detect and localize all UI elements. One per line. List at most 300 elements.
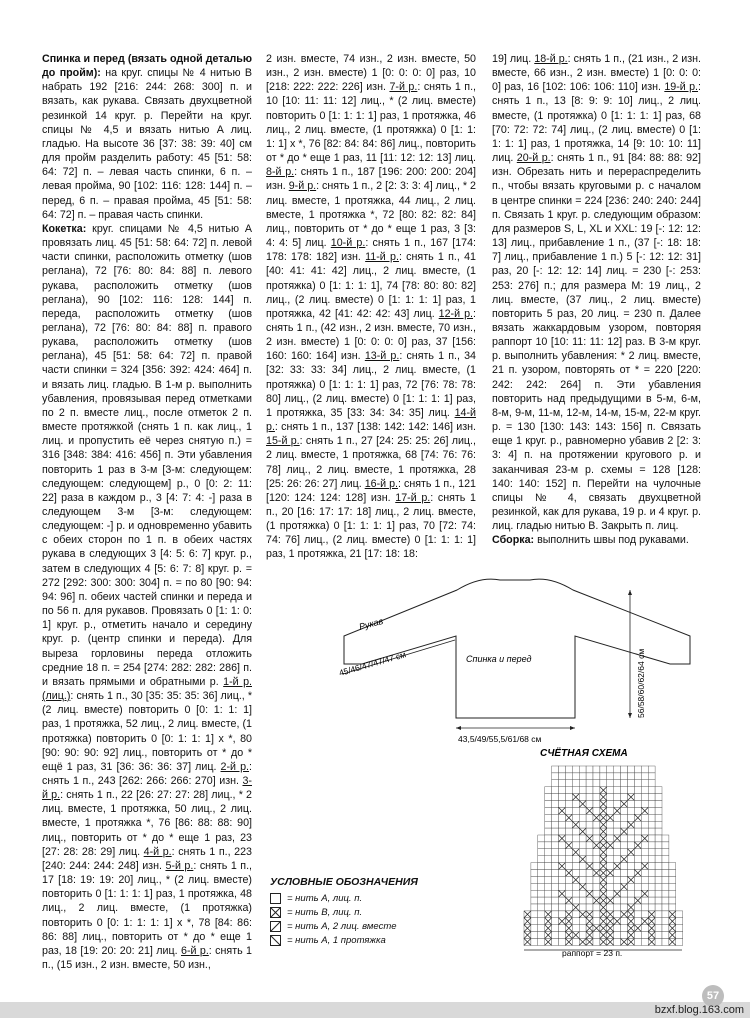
- chart-cell: [559, 787, 566, 794]
- chart-cell: [572, 807, 579, 814]
- chart-cell: [628, 780, 635, 787]
- chart-cell: [648, 842, 655, 849]
- chart-cell: [607, 863, 614, 870]
- chart-cell: [628, 807, 635, 814]
- chart-cell: [545, 842, 552, 849]
- chart-cell: [634, 807, 641, 814]
- chart-cell: [545, 801, 552, 808]
- chart-cell: [628, 787, 635, 794]
- chart-cell: [648, 780, 655, 787]
- chart-cell: [565, 780, 572, 787]
- chart-cell: [614, 883, 621, 890]
- chart-cell: [655, 849, 662, 856]
- chart-cell: [552, 773, 559, 780]
- chart-cell: [614, 925, 621, 932]
- paragraph-yoke: Кокетка: круг. спицами № 4,5 нитью A провязать лиц. 45 [51: 58: 64: 72] п. левой части спинки, расположить отметку (шов реглана), 72 [76: 80: 84: 88] п. левого рукава, расположить отметку (шов реглана), 90 [102: 116: 128: 144] п. переда, расположить отметку (шов реглана), 72 [76: 80: 84: 88] п. правого рукава, расположить отметку (шов реглана), 45 [51: 58: 64: 72] п. правой части спинки = 324 [356: 392: 424: 464] п. и вязать лиц. гладью. В 1-м р. выполнить убавления, провязывая перед отметками по 2 п. вместе лиц., после отметок 2 п. вместе протяжкой (снять 1 п. как лиц., 1 лиц. и пропустить её через снятую п.) = 316 [348: 384: 416: 456] п. Эти убавления повторить 1 раз в 3-м [3-м: следующем: следующем: следующем] р., 0 [0: 2: 11: 22] раза в каждом р., 3 [4: 7: 4: -] раза в следующем 3-м [3-м: следующем: следующем: -] р. и одновременно убавить с обеих сторон по 1 п. в обеих частях рукава в следующих 3 [4: 5: 6: 7] круг. р., затем в следующих 4 [5: 6: 7: 8] круг. р. = 272 [292: 300: 300: 304] п. = по 80 [90: 94: 94: 96] п. обеих частей спинки и переда и по 56 п. для рукавов. Провязать 0 [1: 1: 0: 1] круг. р., отметить начало и середину круг. р. (центр спинки и переда). Для выреза горловины переда отложить средние 18 п. = 254 [274: 282: 282: 286] п. и вязать прямыми и обратными р. 1-й р. (лиц.): снять 1 п., 30 [35: 35: 35: 36] лиц., * (2 лиц. вместе) повторить 0 [0: 1: 1: 1] раз, 1 протяжка, 52 лиц., 2 лиц. вместе, (1 протяжка) повторить 0 [0: 1: 1: 1] х *, 80 [90: 90: 90: 92] лиц., повторить от * до * ещё 1 раз, 31 [36: 36: 36: 37] лиц. 2-й р.: снять 1 п., 243 [262: 266: 266: 270] изн. 3-й р.: снять 1 п., 22 [26: 27: 27: 28] лиц., * 2 лиц. вместе, 1 протяжка, 50 лиц., 2 лиц. вместе, 1 протяжка *, 76 [86: 88: 88: 90] лиц., повторить от * до * еще 1 раз, 23 [27: 28: 28: 29] лиц. 4-й р.: снять 1 п., 223 [240: 244: 244: 248] изн. 5-й р.: снять 1 п., 17 [18: 19: 19: 20] лиц., * (2 лиц. вместе) повторить 0 [1: 1: 1: 1] раз, 1 протяжка, 48 лиц., 2 лиц. вместе, (1 протяжка) повторить 0 [0: 1: 1: 1: 1] х *, 78 [84: 86: 86: 88] лиц., повторить от * до * еще 1 раз, 18 [19: 20: 20: 21] лиц. 6-й р.: снять 1 п., (15 изн., 2 изн. вместе, 50 изн.,: [42, 222, 253, 971]
- chart-cell: [641, 814, 648, 821]
- chart-cell: [607, 849, 614, 856]
- chart-cell: [531, 925, 538, 932]
- body-label: Спинка и перед: [466, 654, 532, 664]
- footer-bar: [0, 1002, 750, 1018]
- chart-cell: [593, 828, 600, 835]
- chart-cell: [641, 856, 648, 863]
- chart-cell: [621, 876, 628, 883]
- chart-cell: [634, 856, 641, 863]
- chart-cell: [621, 787, 628, 794]
- chart-cell: [579, 821, 586, 828]
- chart-cell: [669, 890, 676, 897]
- chart-cell: [593, 939, 600, 946]
- chart-cell: [607, 890, 614, 897]
- chart-cell: [572, 828, 579, 835]
- chart-cell: [545, 794, 552, 801]
- sleeve-length-label: 45/46/47/47/47 см: [337, 649, 408, 678]
- chart-cell: [607, 773, 614, 780]
- chart-cell: [545, 849, 552, 856]
- chart-cell: [648, 849, 655, 856]
- chart-cell: [579, 807, 586, 814]
- chart-cell: [565, 835, 572, 842]
- chart-cell: [634, 766, 641, 773]
- chart-cell: [641, 911, 648, 918]
- chart-cell: [538, 870, 545, 877]
- chart-cell: [607, 821, 614, 828]
- chart-cell: [559, 794, 566, 801]
- chart-cell: [634, 918, 641, 925]
- chart-cell: [655, 890, 662, 897]
- chart-cell: [565, 890, 572, 897]
- paragraph-assembly: Сборка: выполнить швы под рукавами.: [492, 534, 689, 547]
- chart-cell: [559, 932, 566, 939]
- chart-cell: [552, 807, 559, 814]
- chart-cell: [634, 801, 641, 808]
- chart-cell: [559, 897, 566, 904]
- chart-cell: [572, 918, 579, 925]
- chart-cell: [565, 807, 572, 814]
- chart-cell: [593, 876, 600, 883]
- chart-cell: [538, 911, 545, 918]
- chart-cell: [641, 870, 648, 877]
- chart-cell: [579, 932, 586, 939]
- site-watermark: bzxf.blog.163.com: [654, 1004, 744, 1016]
- chart-cell: [531, 932, 538, 939]
- legend-item: = нить A, лиц. п.: [270, 891, 480, 905]
- chart-cell: [565, 787, 572, 794]
- chart-cell: [538, 904, 545, 911]
- chart-cell: [593, 918, 600, 925]
- chart-cell: [531, 911, 538, 918]
- garment-outline: [340, 578, 700, 638]
- chart-cell: [579, 863, 586, 870]
- chart-cell: [572, 835, 579, 842]
- chart-cell: [628, 890, 635, 897]
- chart-cell: [676, 918, 683, 925]
- chart-cell: [545, 807, 552, 814]
- chart-cell: [586, 801, 593, 808]
- chart-cell: [531, 883, 538, 890]
- garment-schematic: [330, 578, 700, 748]
- paragraph-yoke-cont: 2 изн. вместе, 74 изн., 2 изн. вместе, 50 изн., 2 изн. вместе) 1 [0: 0: 0: 0] раз, 10 [218: 222: 222: 226] изн. 7-й р.: снять 1 п., 10 [10: 11: 11: 12] лиц., * (2 лиц. вместе) повторить 0 [1: 1: 1: 1] раз, 1 протяжка, 46 лиц., 2 лиц. вместе, (1 протяжка) 0 [1: 1: 1: 1] х *, 76 [82: 84: 84: 86] лиц., повторить от * до * еще 1 раз, 11 [11: 12: 12: 13] лиц. 8-й р.: снять 1 п., 187 [196: 200: 200: 204] изн. 9-й р.: снять 1 п., 2 [2: 3: 3: 4] лиц., * 2 лиц. вместе, 1 протяжка, 44 лиц., 2 лиц. вместе, 1 протяжка *, 72 [80: 82: 82: 84] лиц., повторить от * до * еще 1 раз, 3 [3: 4: 4: 5] лиц. 10-й р.: снять 1 п., 167 [174: 178: 178: 182] изн. 11-й р.: снять 1 п., 41 [40: 41: 41: 42] лиц., 2 лиц. вместе, (1 протяжка) 0 [1: 1: 1: 1], 74 [78: 80: 80: 82] лиц., (2 лиц. вместе) 0 [1: 1: 1: 1] раз, 1 протяжка, 42 [41: 42: 42: 43] лиц. 12-й р.: снять 1 п., (42 изн., 2 изн. вместе, 70 изн., 2 изн. вместе) 1 [0: 0: 0: 0] раз, 37 [156: 160: 160: 164] изн. 13-й р.: снять 1 п., 34 [32: 33: 33: 34] лиц., 2 лиц. вместе, (1 протяжка) 0 [1: 1: 1: 1] раз, 72 [76: 78: 78: 80] лиц., (2 лиц. вместе) 0 [1: 1: 1: 1] раз, 1 протяжка, 35 [33: 34: 34: 35] лиц. 14-й р.: снять 1 п., 137 [138: 142: 142: 146] изн. 15-й р.: снять 1 п., 27 [24: 25: 25: 26] лиц., 2 лиц. вместе, 1 протяжка, 68 [74: 76: 76: 78] лиц., 2 лиц. вместе, 1 протяжка, 28 [25: 26: 26: 27] лиц. 16-й р.: снять 1 п., 121 [120: 124: 124: 128] изн. 17-й р.: снять 1 п., 20 [16: 17: 17: 18] лиц., 2 лиц. вместе, (1 протяжка) 0 [1: 1: 1: 1] раз, 70 [72: 74: 74: 76] лиц., (2 лиц. вместе) 0 [1: 1: 1: 1] раз, 1 протяжка, 21 [17: 18: 18:: [266, 53, 477, 561]
- chart-cell: [559, 849, 566, 856]
- chart-cell: [648, 814, 655, 821]
- chart-cell: [565, 856, 572, 863]
- chart-cell: [634, 780, 641, 787]
- chart-cell: [641, 773, 648, 780]
- chart-cell: [676, 925, 683, 932]
- chart-cell: [655, 932, 662, 939]
- chart-cell: [662, 863, 669, 870]
- chart-cell: [655, 787, 662, 794]
- chart-cell: [579, 849, 586, 856]
- chart-cell: [579, 925, 586, 932]
- chart-cell: [593, 821, 600, 828]
- chart-cell: [641, 904, 648, 911]
- chart-cell: [655, 821, 662, 828]
- chart-cell: [628, 842, 635, 849]
- chart-cell: [648, 835, 655, 842]
- chart-cell: [621, 918, 628, 925]
- chart-cell: [572, 883, 579, 890]
- chart-cell: [552, 794, 559, 801]
- chart-cell: [552, 876, 559, 883]
- chart-cell: [662, 911, 669, 918]
- chart-cell: [572, 842, 579, 849]
- chart-cell: [572, 766, 579, 773]
- chart-cell: [634, 773, 641, 780]
- chart-cell: [552, 835, 559, 842]
- chart-cell: [593, 904, 600, 911]
- chart-cell: [565, 821, 572, 828]
- chart-cell: [669, 870, 676, 877]
- chart-cell: [614, 821, 621, 828]
- chart-cell: [572, 801, 579, 808]
- chart-cell: [614, 876, 621, 883]
- chart-cell: [662, 842, 669, 849]
- chart-cell: [538, 897, 545, 904]
- section-heading-yoke: Кокетка:: [42, 222, 87, 235]
- chart-cell: [655, 807, 662, 814]
- chart-cell: [607, 835, 614, 842]
- chart-cell: [676, 939, 683, 946]
- chart-cell: [634, 932, 641, 939]
- chart-cell: [552, 925, 559, 932]
- chart-cell: [628, 814, 635, 821]
- chart-cell: [565, 876, 572, 883]
- chart-cell: [531, 897, 538, 904]
- chart-cell: [552, 897, 559, 904]
- chart-cell: [662, 883, 669, 890]
- chart-cell: [572, 814, 579, 821]
- chart-cell: [586, 794, 593, 801]
- chart-cell: [655, 842, 662, 849]
- chart-cell: [559, 773, 566, 780]
- chart-cell: [552, 890, 559, 897]
- chart-cell: [586, 828, 593, 835]
- chart-cell: [579, 904, 586, 911]
- chart-cell: [538, 863, 545, 870]
- slash-square-icon: [270, 921, 281, 932]
- chart-cell: [579, 787, 586, 794]
- chart-cell: [614, 828, 621, 835]
- chart-cell: [614, 939, 621, 946]
- chart-cell: [579, 780, 586, 787]
- chart-cell: [559, 766, 566, 773]
- chart-cell: [545, 870, 552, 877]
- chart-cell: [641, 780, 648, 787]
- chart-cell: [662, 925, 669, 932]
- chart-cell: [531, 918, 538, 925]
- chart-cell: [648, 821, 655, 828]
- chart-cell: [586, 883, 593, 890]
- chart-cell: [552, 787, 559, 794]
- chart-cell: [559, 876, 566, 883]
- empty-square-icon: [270, 893, 281, 904]
- chart-cell: [552, 863, 559, 870]
- chart-cell: [614, 773, 621, 780]
- chart-cell: [593, 780, 600, 787]
- chart-cell: [593, 787, 600, 794]
- chart-cell: [641, 925, 648, 932]
- page-number: 57: [702, 985, 724, 1007]
- chart-cell: [634, 821, 641, 828]
- paragraph-body: Спинка и перед (вязать одной деталью до пройм): на круг. спицы № 4 нитью B набрать 192 [216: 244: 268: 300] п. и вязать, как рукава. Связать двухцветной резинкой 14 круг. р. Перейти на круг. спицы № 4,5 и вязать нитью A лиц. гладью. На высоте 36 [37: 38: 39: 40] см для пройм разделить работу: 45 [51: 58: 64: 72] п. – левая часть спинки, 6 п. – левая пройма, 90 [102: 116: 128: 144] п. – перед, 6 п. – правая пройма, 45 [51: 58: 64: 72] п. – правая часть спинки.: [42, 53, 252, 221]
- text-column-3: [492, 52, 701, 547]
- chart-cell: [545, 821, 552, 828]
- chart-cell: [552, 870, 559, 877]
- chart-cell: [621, 904, 628, 911]
- height-label: 56/58/60/62/64 см: [636, 648, 646, 718]
- chart-cell: [655, 835, 662, 842]
- paragraph-yoke-end: 19] лиц. 18-й р.: снять 1 п., (21 изн., 2 изн. вместе, 66 изн., 2 изн. вместе) 1 [0: 0: 0: 0] раз, 16 [102: 106: 106: 110] изн. 19-й р.: снять 1 п., 13 [8: 9: 9: 10] лиц., 2 лиц. вместе, (1 протяжка) 0 [1: 1: 1: 1] раз, 68 [70: 72: 72: 74] лиц., (2 лиц. вместе) 0 [1: 1: 1: 1] раз, 1 протяжка, 14 [9: 10: 10: 11] лиц. 20-й р.: снять 1 п., 91 [84: 88: 88: 92] изн. Обрезать нить и перераспределить п., чтобы вязать круговыми р. с началом в центре спинки = 224 [236: 240: 240: 244] п. Связать 1 круг. р. следующим образом: для размеров S, L, XL и XXL: 19 [-: 12: 12: 13] лиц., прибавление 1 п., (37 [-: 18: 18: 7] лиц., прибавление 1 п.) 5 [-: 12: 12: 31] раз, 20 [-: 12: 12: 14] лиц. = 230 [-: 253: 253: 276] п.; для размера M: 19 лиц., 2 лиц. вместе, (37 лиц., 2 лиц. вместе) повторить 5 раз, 20 лиц. = 230 п. Далее вязать жаккардовым узором, повторяя раппорт 10 [10: 11: 11: 12] раз. В 3-м круг. р. выполнить убавления: * 2 лиц. вместе, 21 п. узором, повторять от * = 220 [220: 242: 242: 264] п. Эти убавления повторить над предыдущими в 5-м, 6-м, 8-м, 9-м, 11-м, 12-м, 14-м, 15-м, 22-м круг. р. = 130 [130: 143: 143: 156] п. Связать еще 1 круг. р., равномерно убавив 2 [2: 3: 3: 4] п. на протяжении кругового р. и заканчивая 23-м р. схемы = 128 [128: 140: 140: 152] п. Перейти на чулочные спицы № 4, связать двухцветной резинкой, как для рукава, 19 р. и 4 круг. р. лиц. гладью нитью B. Закрыть п. лиц.: [492, 53, 701, 533]
- chart-cell: [559, 842, 566, 849]
- chart-cell: [628, 863, 635, 870]
- chart-cell: [662, 932, 669, 939]
- chart-cell: [614, 842, 621, 849]
- chart-cell: [586, 821, 593, 828]
- chart-cell: [648, 828, 655, 835]
- chart-cell: [579, 814, 586, 821]
- chart-cell: [531, 863, 538, 870]
- chart-cell: [538, 925, 545, 932]
- chart-cell: [538, 890, 545, 897]
- legend-item: = нить B, лиц. п.: [270, 905, 480, 919]
- chart-cell: [655, 911, 662, 918]
- chart-cell: [634, 939, 641, 946]
- chart-cell: [538, 835, 545, 842]
- chart-cell: [545, 856, 552, 863]
- chart-cell: [621, 925, 628, 932]
- chart-cell: [559, 870, 566, 877]
- chart-cell: [662, 897, 669, 904]
- chart-cell: [621, 807, 628, 814]
- chart-cell: [662, 904, 669, 911]
- chart-cell: [607, 828, 614, 835]
- chart-cell: [579, 835, 586, 842]
- section-heading-body: Спинка и перед (вязать одной деталью до пройм):: [42, 53, 252, 80]
- chart-cell: [676, 932, 683, 939]
- chart-cell: [552, 766, 559, 773]
- legend: [270, 876, 480, 947]
- chart-cell: [662, 876, 669, 883]
- chart-cell: [572, 890, 579, 897]
- chart-cell: [586, 780, 593, 787]
- chart-cell: [565, 794, 572, 801]
- chart-cell: [538, 842, 545, 849]
- chart-cell: [538, 856, 545, 863]
- chart-cell: [648, 870, 655, 877]
- chart-cell: [634, 787, 641, 794]
- chart-cell: [607, 801, 614, 808]
- chart-cell: [669, 863, 676, 870]
- chart-cell: [655, 870, 662, 877]
- chart-cell: [641, 897, 648, 904]
- chart-cell: [621, 842, 628, 849]
- chart-cell: [559, 828, 566, 835]
- chart-cell: [572, 773, 579, 780]
- chart-cell: [634, 904, 641, 911]
- chart-cell: [648, 883, 655, 890]
- chart-cell: [593, 766, 600, 773]
- chart-cell: [579, 766, 586, 773]
- chart-cell: [579, 773, 586, 780]
- chart-cell: [641, 876, 648, 883]
- cross-square-icon: [270, 907, 281, 918]
- chart-cell: [621, 780, 628, 787]
- chart-cell: [572, 897, 579, 904]
- chart-cell: [614, 801, 621, 808]
- chart-cell: [648, 766, 655, 773]
- chart-cell: [565, 801, 572, 808]
- chart-cell: [621, 849, 628, 856]
- chart-cell: [607, 794, 614, 801]
- chart-cell: [552, 932, 559, 939]
- chart-cell: [655, 918, 662, 925]
- chart-cell: [593, 835, 600, 842]
- chart-cell: [552, 939, 559, 946]
- section-heading-assembly: Сборка:: [492, 534, 535, 547]
- chart-cell: [579, 890, 586, 897]
- legend-item: = нить A, 2 лиц. вместе: [270, 919, 480, 933]
- chart-cell: [559, 904, 566, 911]
- chart-cell: [586, 787, 593, 794]
- chart-cell: [579, 842, 586, 849]
- chart-cell: [531, 876, 538, 883]
- chart-cell: [600, 773, 607, 780]
- chart-cell: [579, 876, 586, 883]
- chart-cell: [628, 856, 635, 863]
- chart-cell: [565, 828, 572, 835]
- chart-cell: [586, 904, 593, 911]
- chart-cell: [648, 863, 655, 870]
- chart-cell: [531, 904, 538, 911]
- chart-cell: [565, 766, 572, 773]
- chart-cell: [593, 890, 600, 897]
- chart-cell: [545, 863, 552, 870]
- chart-cell: [621, 835, 628, 842]
- chart-cell: [648, 897, 655, 904]
- chart-cell: [565, 904, 572, 911]
- chart-cell: [621, 870, 628, 877]
- chart-cell: [607, 883, 614, 890]
- chart-cell: [655, 939, 662, 946]
- chart-cell: [565, 773, 572, 780]
- chart-cell: [634, 911, 641, 918]
- chart-cell: [559, 856, 566, 863]
- chart-cell: [614, 787, 621, 794]
- chart-cell: [607, 876, 614, 883]
- chart-cell: [641, 939, 648, 946]
- chart-cell: [634, 876, 641, 883]
- chart-title: СЧЁТНАЯ СХЕМА: [540, 748, 628, 759]
- chart-cell: [600, 766, 607, 773]
- chart-cell: [669, 897, 676, 904]
- chart-cell: [545, 890, 552, 897]
- chart-cell: [586, 773, 593, 780]
- chart-cell: [593, 863, 600, 870]
- chart-cell: [641, 794, 648, 801]
- chart-cell: [586, 897, 593, 904]
- chart-cell: [628, 835, 635, 842]
- chart-cell: [559, 883, 566, 890]
- chart-cell: [552, 849, 559, 856]
- repeat-label: раппорт = 23 п.: [562, 948, 623, 958]
- chart-cell: [538, 876, 545, 883]
- chart-cell: [648, 801, 655, 808]
- chart-cell: [538, 849, 545, 856]
- chart-cell: [621, 773, 628, 780]
- chart-cell: [559, 925, 566, 932]
- chart-cell: [607, 807, 614, 814]
- chart-cell: [655, 925, 662, 932]
- chart-cell: [634, 849, 641, 856]
- chart-cell: [621, 932, 628, 939]
- chart-cell: [586, 876, 593, 883]
- chart-cell: [545, 814, 552, 821]
- legend-title: УСЛОВНЫЕ ОБОЗНАЧЕНИЯ: [270, 876, 418, 888]
- chart-cell: [586, 814, 593, 821]
- chart-cell: [572, 787, 579, 794]
- chart-cell: [648, 807, 655, 814]
- chart-cell: [552, 918, 559, 925]
- chart-cell: [607, 856, 614, 863]
- chart-cell: [565, 863, 572, 870]
- chart-cell: [600, 780, 607, 787]
- chart-cell: [641, 932, 648, 939]
- chart-cell: [655, 794, 662, 801]
- chart-cell: [628, 801, 635, 808]
- chart-cell: [607, 787, 614, 794]
- chart-cell: [655, 876, 662, 883]
- chart-cell: [621, 766, 628, 773]
- chart-cell: [559, 814, 566, 821]
- chart-cell: [545, 787, 552, 794]
- chart-cell: [669, 883, 676, 890]
- chart-cell: [572, 780, 579, 787]
- chart-cell: [634, 863, 641, 870]
- chart-cell: [655, 883, 662, 890]
- chart-cell: [545, 835, 552, 842]
- chart-cell: [641, 787, 648, 794]
- width-label: 43,5/49/55,5/61/68 см: [458, 734, 542, 744]
- chart-cell: [614, 870, 621, 877]
- chart-cell: [565, 849, 572, 856]
- chart-cell: [538, 932, 545, 939]
- chart-cell: [586, 842, 593, 849]
- chart-cell: [579, 918, 586, 925]
- chart-cell: [552, 801, 559, 808]
- chart-cell: [628, 828, 635, 835]
- chart-cell: [662, 856, 669, 863]
